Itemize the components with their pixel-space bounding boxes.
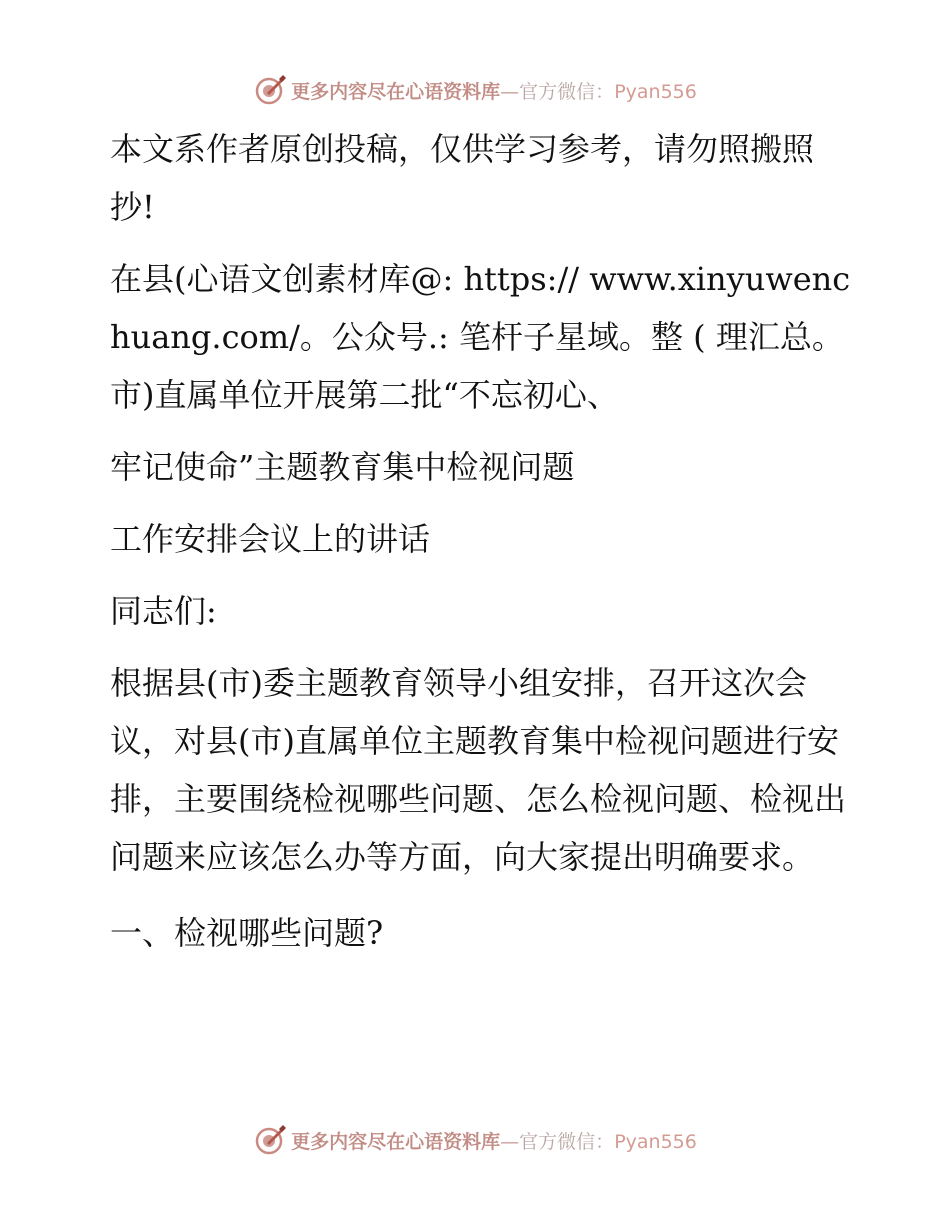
title-line-2: 工作安排会议上的讲话 [110, 520, 431, 558]
document-body [96, 120, 856, 962]
footer-watermark [0, 1120, 950, 1160]
watermark-dash: — [500, 1130, 520, 1153]
quill-logo-icon [253, 1123, 287, 1157]
title-line-1: 牢记使命”主题教育集中检视问题 [110, 448, 575, 486]
salutation: 同志们: [110, 592, 217, 630]
watermark-sub: 官方微信： [519, 1130, 615, 1153]
watermark-id: Pyan556 [614, 80, 697, 103]
quill-logo-icon [253, 73, 287, 107]
watermark-main: 更多内容尽在心语资料库 [291, 80, 501, 103]
watermark-id: Pyan556 [614, 1130, 697, 1153]
disclaimer-paragraph: 本文系作者原创投稿，仅供学习参考，请勿照搬照抄! [110, 130, 815, 226]
source-paragraph: 在县(心语文创素材库@: https:// www.xinyuwenchuang.com/。公众号.: 笔杆子星域。整 ( 理汇总。市)直属单位开展第二批“不忘初心、 [110, 260, 851, 414]
header-watermark [0, 70, 950, 110]
watermark-text [291, 77, 697, 104]
section-heading-1: 一、检视哪些问题? [110, 914, 384, 952]
watermark-text [291, 1127, 697, 1154]
watermark-main: 更多内容尽在心语资料库 [291, 1130, 501, 1153]
watermark-sub: 官方微信： [519, 80, 615, 103]
intro-paragraph: 根据县(市)委主题教育领导小组安排，召开这次会议，对县(市)直属单位主题教育集中检视问题进行安排，主要围绕检视哪些问题、怎么检视问题、检视出问题来应该怎么办等方面，向大家提出明确要求。 [110, 664, 847, 876]
watermark-dash: — [500, 80, 520, 103]
